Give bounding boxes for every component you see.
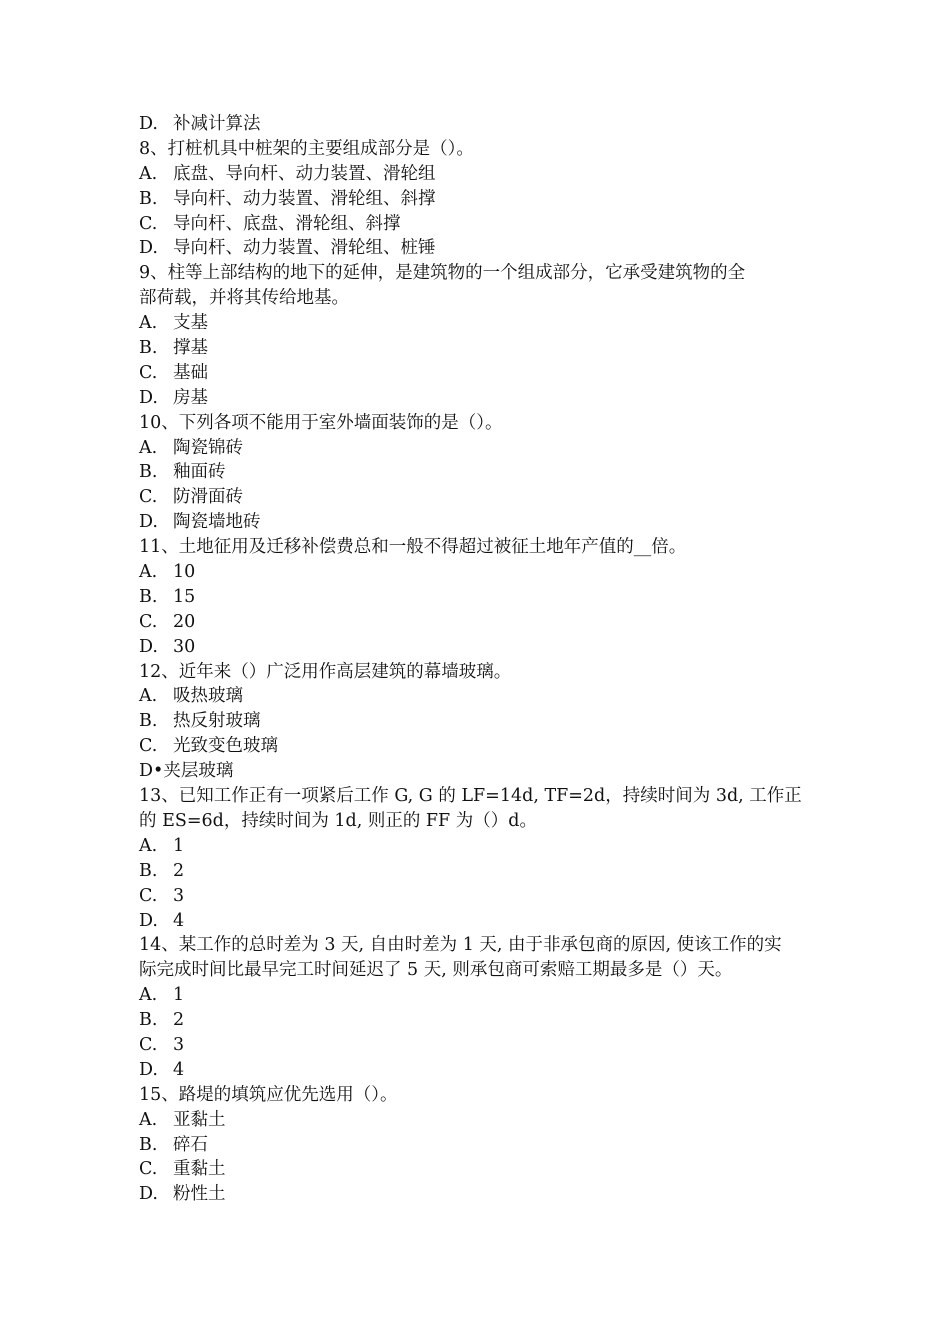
option-text: 导向杆、底盘、滑轮组、斜撑	[173, 213, 401, 234]
option-key: A.	[139, 437, 158, 458]
option-text: 10	[173, 562, 196, 583]
option-item	[139, 1008, 819, 1033]
option-text: 补减计算法	[173, 114, 261, 134]
option-item	[139, 1108, 819, 1133]
option-text: 亚黏土	[173, 1109, 226, 1130]
option-text: 1	[173, 985, 185, 1006]
option-key: B.	[139, 860, 158, 881]
question-stem-continued: 部荷载，并将其传给地基。	[139, 288, 349, 309]
option-key: C.	[139, 611, 158, 632]
option-item	[139, 709, 819, 734]
option-key: D.	[139, 1184, 158, 1205]
question-stem: 12、近年来（）广泛用作高层建筑的幕墙玻璃。	[139, 661, 512, 682]
option-item	[139, 162, 819, 187]
option-text: 2	[173, 1010, 185, 1031]
option-key: B.	[139, 338, 158, 359]
option-key: C.	[139, 885, 158, 906]
option-key: C.	[139, 1034, 158, 1055]
option-text: 陶瓷锦砖	[173, 437, 243, 458]
option-key: D.	[139, 114, 158, 134]
option-text: 底盘、导向杆、动力装置、滑轮组	[173, 163, 436, 184]
option-text: 房基	[173, 387, 208, 408]
option-key: D.	[139, 387, 158, 408]
option-item	[139, 635, 819, 660]
option-key: A.	[139, 562, 158, 583]
option-text: 撑基	[173, 338, 208, 359]
option-item: D•夹层玻璃	[139, 761, 234, 782]
option-item	[139, 1182, 819, 1207]
option-text: 4	[173, 910, 185, 931]
option-text: 陶瓷墙地砖	[173, 512, 261, 533]
option-key: C.	[139, 213, 158, 234]
option-text: 3	[173, 1034, 185, 1055]
option-key: B.	[139, 188, 158, 209]
option-text: 防滑面砖	[173, 487, 243, 508]
option-key: A.	[139, 835, 158, 856]
option-item	[139, 560, 819, 585]
option-key: A.	[139, 163, 158, 184]
option-key: D.	[139, 1059, 158, 1080]
option-text: 釉面砖	[173, 462, 226, 483]
option-text: 导向杆、动力装置、滑轮组、斜撑	[173, 188, 436, 209]
option-key: C.	[139, 362, 158, 383]
question-list	[139, 112, 819, 1207]
option-text: 1	[173, 835, 185, 856]
option-item	[139, 386, 819, 411]
option-key: D.	[139, 512, 158, 533]
option-item	[139, 684, 819, 709]
option-item	[139, 909, 819, 934]
option-key: B.	[139, 1134, 158, 1155]
option-item	[139, 361, 819, 386]
option-item	[139, 834, 819, 859]
option-item	[139, 510, 819, 535]
option-text: 15	[173, 586, 196, 607]
question-stem-continued: 际完成时间比最早完工时间延迟了 5 天, 则承包商可索赔工期最多是（）天。	[139, 960, 733, 981]
option-key: D.	[139, 910, 158, 931]
option-key: C.	[139, 487, 158, 508]
option-item	[139, 734, 819, 759]
option-text: 光致变色玻璃	[173, 736, 278, 757]
option-text: 4	[173, 1059, 185, 1080]
question-stem-continued: 的 ES=6d，持续时间为 1d, 则正的 FF 为（）d。	[139, 810, 537, 831]
option-item	[139, 212, 819, 237]
option-key: B.	[139, 1010, 158, 1031]
option-key: D.	[139, 238, 158, 259]
option-item	[139, 112, 819, 137]
option-text: 基础	[173, 362, 208, 383]
question-stem: 10、下列各项不能用于室外墙面装饰的是（）。	[139, 412, 503, 433]
question-stem: 15、路堤的填筑应优先选用（）。	[139, 1084, 398, 1105]
option-key: C.	[139, 736, 158, 757]
option-text: 碎石	[173, 1134, 208, 1155]
option-text: 导向杆、动力装置、滑轮组、桩锤	[173, 238, 436, 259]
option-item	[139, 1133, 819, 1158]
option-key: C.	[139, 1159, 158, 1180]
option-item	[139, 336, 819, 361]
question-stem: 11、土地征用及迁移补偿费总和一般不得超过被征土地年产值的__倍。	[139, 537, 687, 558]
option-item	[139, 485, 819, 510]
option-key: B.	[139, 462, 158, 483]
option-text: 吸热玻璃	[173, 686, 243, 707]
option-item	[139, 859, 819, 884]
option-key: A.	[139, 1109, 158, 1130]
option-text: 重黏土	[173, 1159, 226, 1180]
option-item	[139, 187, 819, 212]
option-item	[139, 311, 819, 336]
question-stem: 13、已知工作正有一项紧后工作 G, G 的 LF=14d, TF=2d，持续时间为 3d, 工作正	[139, 786, 802, 807]
question-stem: 9、柱等上部结构的地下的延伸，是建筑物的一个组成部分，它承受建筑物的全	[139, 263, 746, 284]
option-text: 粉性土	[173, 1184, 226, 1205]
option-key: A.	[139, 313, 158, 334]
option-key: B.	[139, 586, 158, 607]
option-item	[139, 610, 819, 635]
option-text: 热反射玻璃	[173, 711, 261, 732]
option-text: 2	[173, 860, 185, 881]
option-item	[139, 1157, 819, 1182]
option-text: 3	[173, 885, 185, 906]
option-item	[139, 884, 819, 909]
option-item	[139, 1033, 819, 1058]
option-key: B.	[139, 711, 158, 732]
option-key: A.	[139, 985, 158, 1006]
question-stem: 14、某工作的总时差为 3 天, 自由时差为 1 天, 由于非承包商的原因, 使该工作的实	[139, 935, 782, 956]
option-item	[139, 585, 819, 610]
option-key: D.	[139, 636, 158, 657]
option-item	[139, 436, 819, 461]
option-item	[139, 236, 819, 261]
question-stem: 8、打桩机具中桩架的主要组成部分是（）。	[139, 138, 474, 159]
option-key: A.	[139, 686, 158, 707]
option-item	[139, 1058, 819, 1083]
option-item	[139, 460, 819, 485]
option-text: 支基	[173, 313, 208, 334]
option-text: 30	[173, 636, 196, 657]
option-item	[139, 983, 819, 1008]
option-text: 20	[173, 611, 196, 632]
